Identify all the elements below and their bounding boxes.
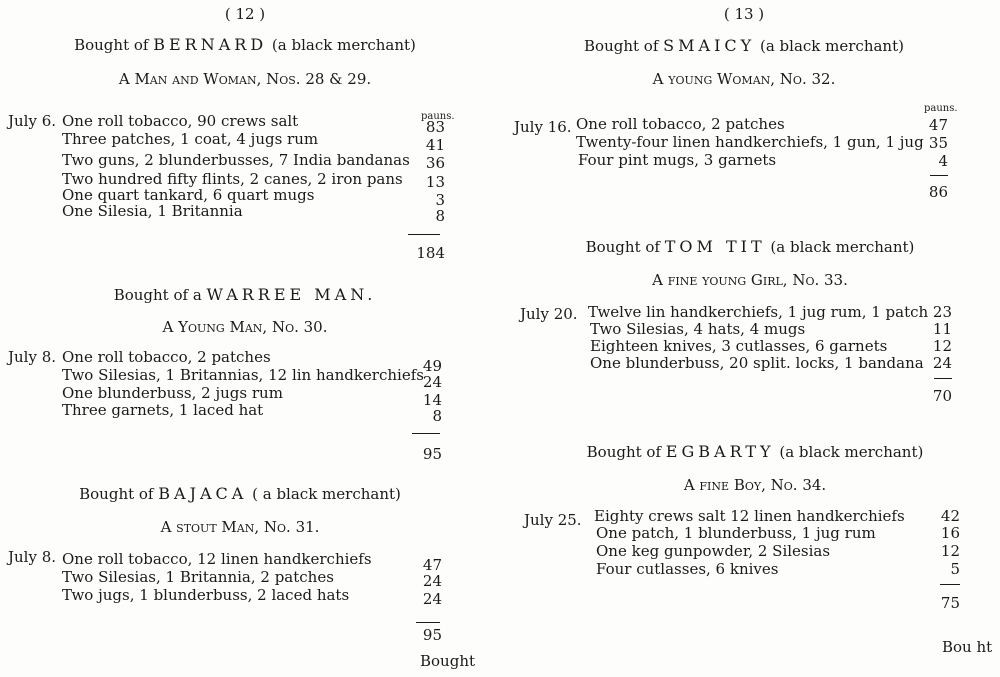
item-amount: 47 [928, 116, 948, 134]
item-text: One patch, 1 blunderbuss, 1 jug rum [596, 524, 876, 542]
item-amount: 13 [425, 173, 445, 191]
merchant-note: ( a black merchant) [252, 485, 401, 503]
lot-description: A fine Boy, No. 34. [683, 476, 827, 494]
item-text: One keg gunpowder, 2 Silesias [596, 542, 831, 560]
item-amount: 8 [432, 407, 442, 425]
item-text: Three patches, 1 coat, 4 jugs rum [62, 130, 319, 148]
item-text: Twenty-four linen handkerchiefs, 1 gun, 1 jug [576, 133, 924, 151]
total-rule [940, 584, 960, 585]
merchant-name: TOM TIT [664, 237, 766, 256]
merchant-note: (a black merchant) [759, 37, 904, 55]
total-rule [934, 378, 952, 379]
item-text: One blunderbuss, 2 jugs rum [62, 384, 283, 402]
item-text: One Silesia, 1 Britannia [62, 202, 243, 220]
item-amount: 24 [932, 354, 952, 372]
merchant-name: BERNARD [153, 35, 268, 54]
item-amount: 16 [940, 524, 960, 542]
item-text: One quart tankard, 6 quart mugs [62, 186, 315, 204]
page-number: ( 12 ) [224, 5, 266, 23]
catchword: Bou ht [942, 638, 993, 656]
item-text: Two guns, 2 blunderbusses, 7 India bandanas [62, 151, 410, 169]
entry-date: July 16. [514, 118, 572, 136]
merchant-note: (a black merchant) [770, 238, 915, 256]
item-amount: 23 [932, 303, 952, 321]
item-amount: 49 [422, 357, 442, 375]
section-total: 95 [422, 626, 442, 644]
lot-description: A Young Man, No. 30. [162, 318, 328, 336]
item-text: One roll tobacco, 12 linen handkerchiefs [62, 550, 372, 568]
page-number: ( 13 ) [723, 5, 765, 23]
section-heading [586, 238, 915, 256]
total-rule [416, 622, 440, 623]
total-rule [408, 234, 440, 235]
catchword: Bought [420, 652, 476, 670]
item-amount: 42 [940, 507, 960, 525]
item-text: One roll tobacco, 2 patches [576, 115, 785, 133]
item-amount: 47 [422, 556, 442, 574]
item-text: Eighteen knives, 3 cutlasses, 6 garnets [590, 337, 888, 355]
item-text: Two Silesias, 1 Britannias, 12 lin handkerchiefs [62, 366, 424, 384]
entry-date: July 20. [520, 305, 578, 323]
bought-prefix: Bought of [79, 485, 154, 503]
units-label: pauns. [924, 103, 958, 114]
item-amount: 8 [435, 207, 445, 225]
entry-date: July 8. [8, 548, 57, 566]
item-text: Three garnets, 1 laced hat [62, 401, 264, 419]
item-amount: 11 [932, 320, 952, 338]
lot-description: A Man and Woman, Nos. 28 & 29. [118, 70, 372, 88]
merchant-note: (a black merchant) [779, 443, 924, 461]
section-total: 184 [416, 244, 445, 262]
section-heading [74, 36, 416, 54]
item-text: Eighty crews salt 12 linen handkerchiefs [594, 507, 905, 525]
item-amount: 14 [422, 391, 442, 409]
item-text: Two Silesias, 1 Britannia, 2 patches [62, 568, 334, 586]
bought-prefix: Bought of [585, 238, 660, 256]
lot-description: A young Woman, No. 32. [652, 70, 836, 88]
bought-prefix: Bought of [584, 37, 659, 55]
item-amount: 24 [422, 590, 442, 608]
units-label: pauns. [421, 111, 455, 122]
entry-date: July 6. [8, 112, 57, 130]
section-heading [584, 37, 904, 55]
item-amount: 4 [938, 152, 948, 170]
item-text: Four cutlasses, 6 knives [596, 560, 779, 578]
item-amount: 35 [928, 134, 948, 152]
section-heading [587, 443, 924, 461]
bought-prefix: Bought of [74, 36, 149, 54]
section-total: 86 [928, 183, 948, 201]
entry-date: July 8. [8, 348, 57, 366]
item-amount: 12 [940, 542, 960, 560]
left-page [0, 0, 480, 677]
item-amount: 12 [932, 337, 952, 355]
item-text: Two Silesias, 4 hats, 4 mugs [590, 320, 806, 338]
merchant-name: SMAICY [663, 36, 756, 55]
item-amount: 3 [435, 191, 445, 209]
item-amount: 36 [425, 154, 445, 172]
item-amount: 83 [425, 118, 445, 136]
item-text: One blunderbuss, 20 split. locks, 1 bandana [590, 354, 924, 372]
section-heading [114, 286, 377, 304]
section-total: 70 [932, 387, 952, 405]
item-text: Twelve lin handkerchiefs, 1 jug rum, 1 patch [588, 303, 929, 321]
merchant-name: BAJACA [158, 484, 248, 503]
item-text: One roll tobacco, 2 patches [62, 348, 271, 366]
lot-description: A fine young Girl, No. 33. [652, 271, 848, 289]
total-rule [930, 175, 948, 176]
merchant-name: EGBARTY [665, 442, 775, 461]
item-amount: 5 [950, 560, 960, 578]
merchant-note: (a black merchant) [271, 36, 416, 54]
right-page [500, 0, 1000, 677]
item-text: Two hundred fifty flints, 2 canes, 2 iron pans [62, 170, 403, 188]
section-heading [79, 485, 401, 503]
lot-description: A stout Man, No. 31. [160, 518, 320, 536]
item-amount: 24 [422, 572, 442, 590]
bought-prefix: Bought of a [113, 286, 202, 304]
merchant-name: WARREE MAN. [206, 285, 377, 304]
item-text: Two jugs, 1 blunderbuss, 2 laced hats [62, 586, 350, 604]
section-total: 95 [422, 445, 442, 463]
section-total: 75 [940, 594, 960, 612]
item-amount: 24 [422, 373, 442, 391]
item-amount: 41 [425, 136, 445, 154]
bought-prefix: Bought of [586, 443, 662, 461]
entry-date: July 25. [524, 511, 582, 529]
item-text: Four pint mugs, 3 garnets [578, 151, 777, 169]
total-rule [412, 433, 440, 434]
item-text: One roll tobacco, 90 crews salt [62, 112, 299, 130]
